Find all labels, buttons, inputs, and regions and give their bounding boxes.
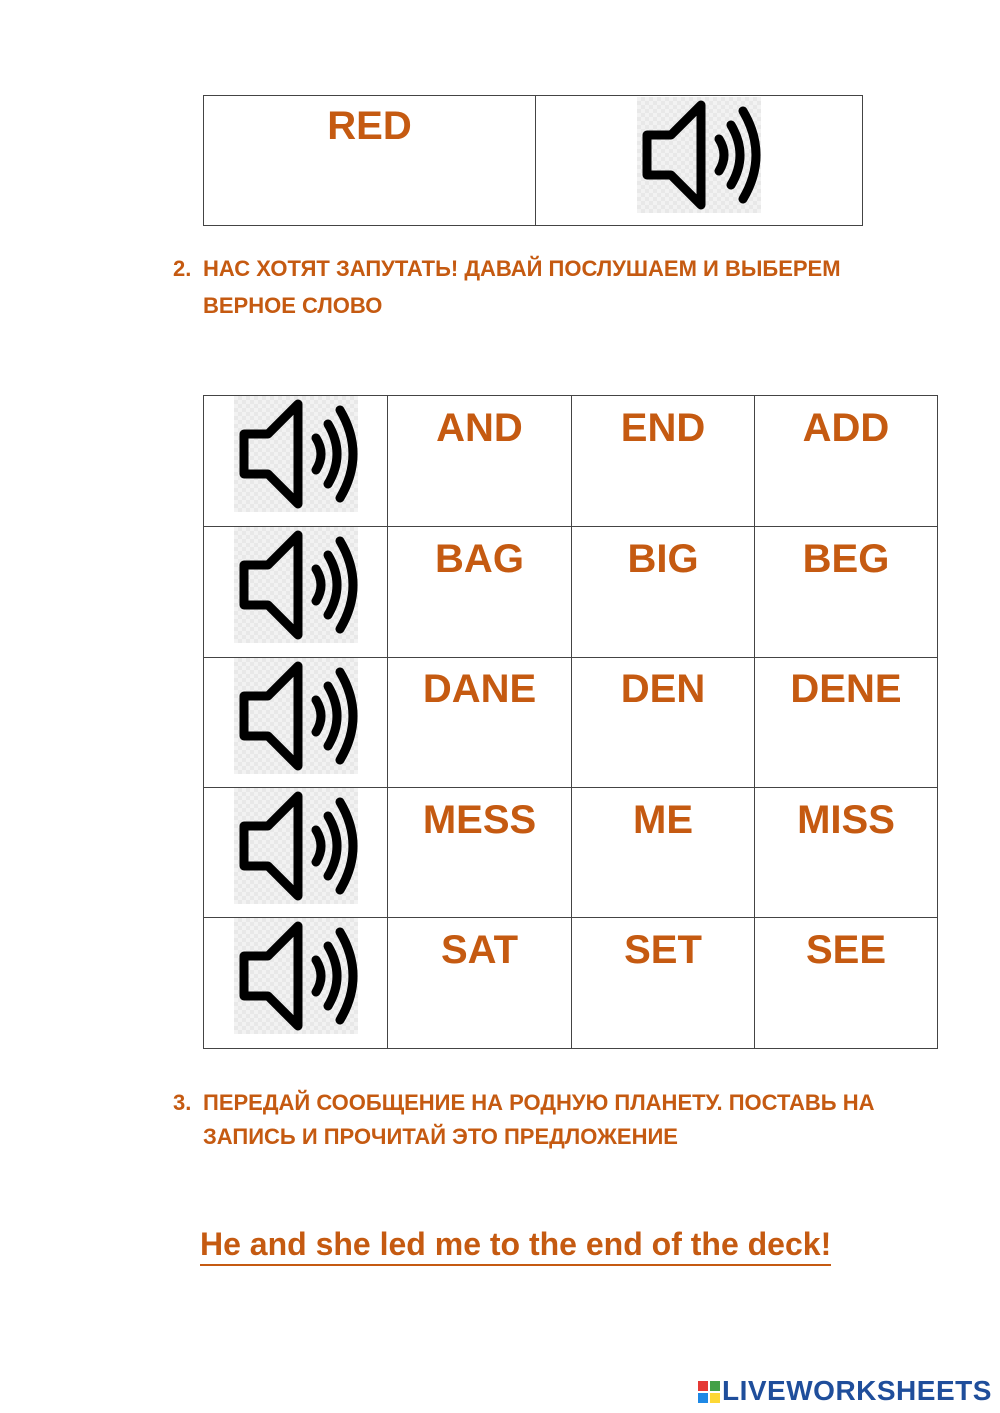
speaker-icon[interactable] <box>637 97 761 213</box>
task-2-line-1: НАС ХОТЯТ ЗАПУТАТЬ! ДАВАЙ ПОСЛУШАЕМ И ВЫБЕРЕМ <box>203 256 841 281</box>
task-3 <box>173 1086 933 1162</box>
task-2 <box>173 250 933 330</box>
task-2-number: 2. <box>173 256 192 281</box>
speaker-icon[interactable] <box>234 658 358 774</box>
word-option[interactable]: DENE <box>790 667 902 711</box>
word-option[interactable]: SET <box>624 928 702 972</box>
word-option[interactable]: BAG <box>435 537 524 581</box>
word-option[interactable]: DEN <box>620 667 706 711</box>
word-grid <box>203 395 938 1049</box>
word-option[interactable]: MISS <box>797 798 895 842</box>
word-option[interactable]: DANE <box>422 667 537 711</box>
speaker-icon[interactable] <box>234 396 358 512</box>
word-option[interactable]: ME <box>633 798 693 842</box>
word-option[interactable]: BEG <box>802 537 890 581</box>
speaker-icon[interactable] <box>234 527 358 643</box>
word-option[interactable]: AND <box>436 406 523 450</box>
word-option[interactable]: ADD <box>802 406 890 450</box>
speaker-icon[interactable] <box>234 918 358 1034</box>
task-3-line-2: ЗАПИСЬ И ПРОЧИТАЙ ЭТО ПРЕДЛОЖЕНИЕ <box>203 1124 678 1149</box>
task-2-text <box>203 250 923 324</box>
liveworksheets-logo-text: LIVEWORKSHEETS <box>722 1375 992 1406</box>
word-option[interactable]: MESS <box>422 798 537 842</box>
liveworksheets-logo-icon <box>698 1378 720 1400</box>
task-3-text <box>203 1086 923 1154</box>
word-option[interactable]: SAT <box>440 928 519 972</box>
red-word: RED <box>327 104 412 148</box>
word-option[interactable]: BIG <box>627 537 699 581</box>
task-2-line-2: ВЕРНОЕ СЛОВО <box>203 293 383 318</box>
read-aloud-sentence: He and she led me to the end of the deck! <box>200 1224 831 1266</box>
liveworksheets-logo <box>698 1375 994 1409</box>
word-option[interactable]: END <box>620 406 706 450</box>
word-option[interactable]: SEE <box>805 928 887 972</box>
task-3-line-1: ПЕРЕДАЙ СООБЩЕНИЕ НА РОДНУЮ ПЛАНЕТУ. ПОСТАВЬ НА <box>203 1090 875 1115</box>
speaker-icon[interactable] <box>234 788 358 904</box>
red-table <box>203 95 863 226</box>
task-3-number: 3. <box>173 1090 192 1115</box>
red-table-divider <box>535 96 536 225</box>
